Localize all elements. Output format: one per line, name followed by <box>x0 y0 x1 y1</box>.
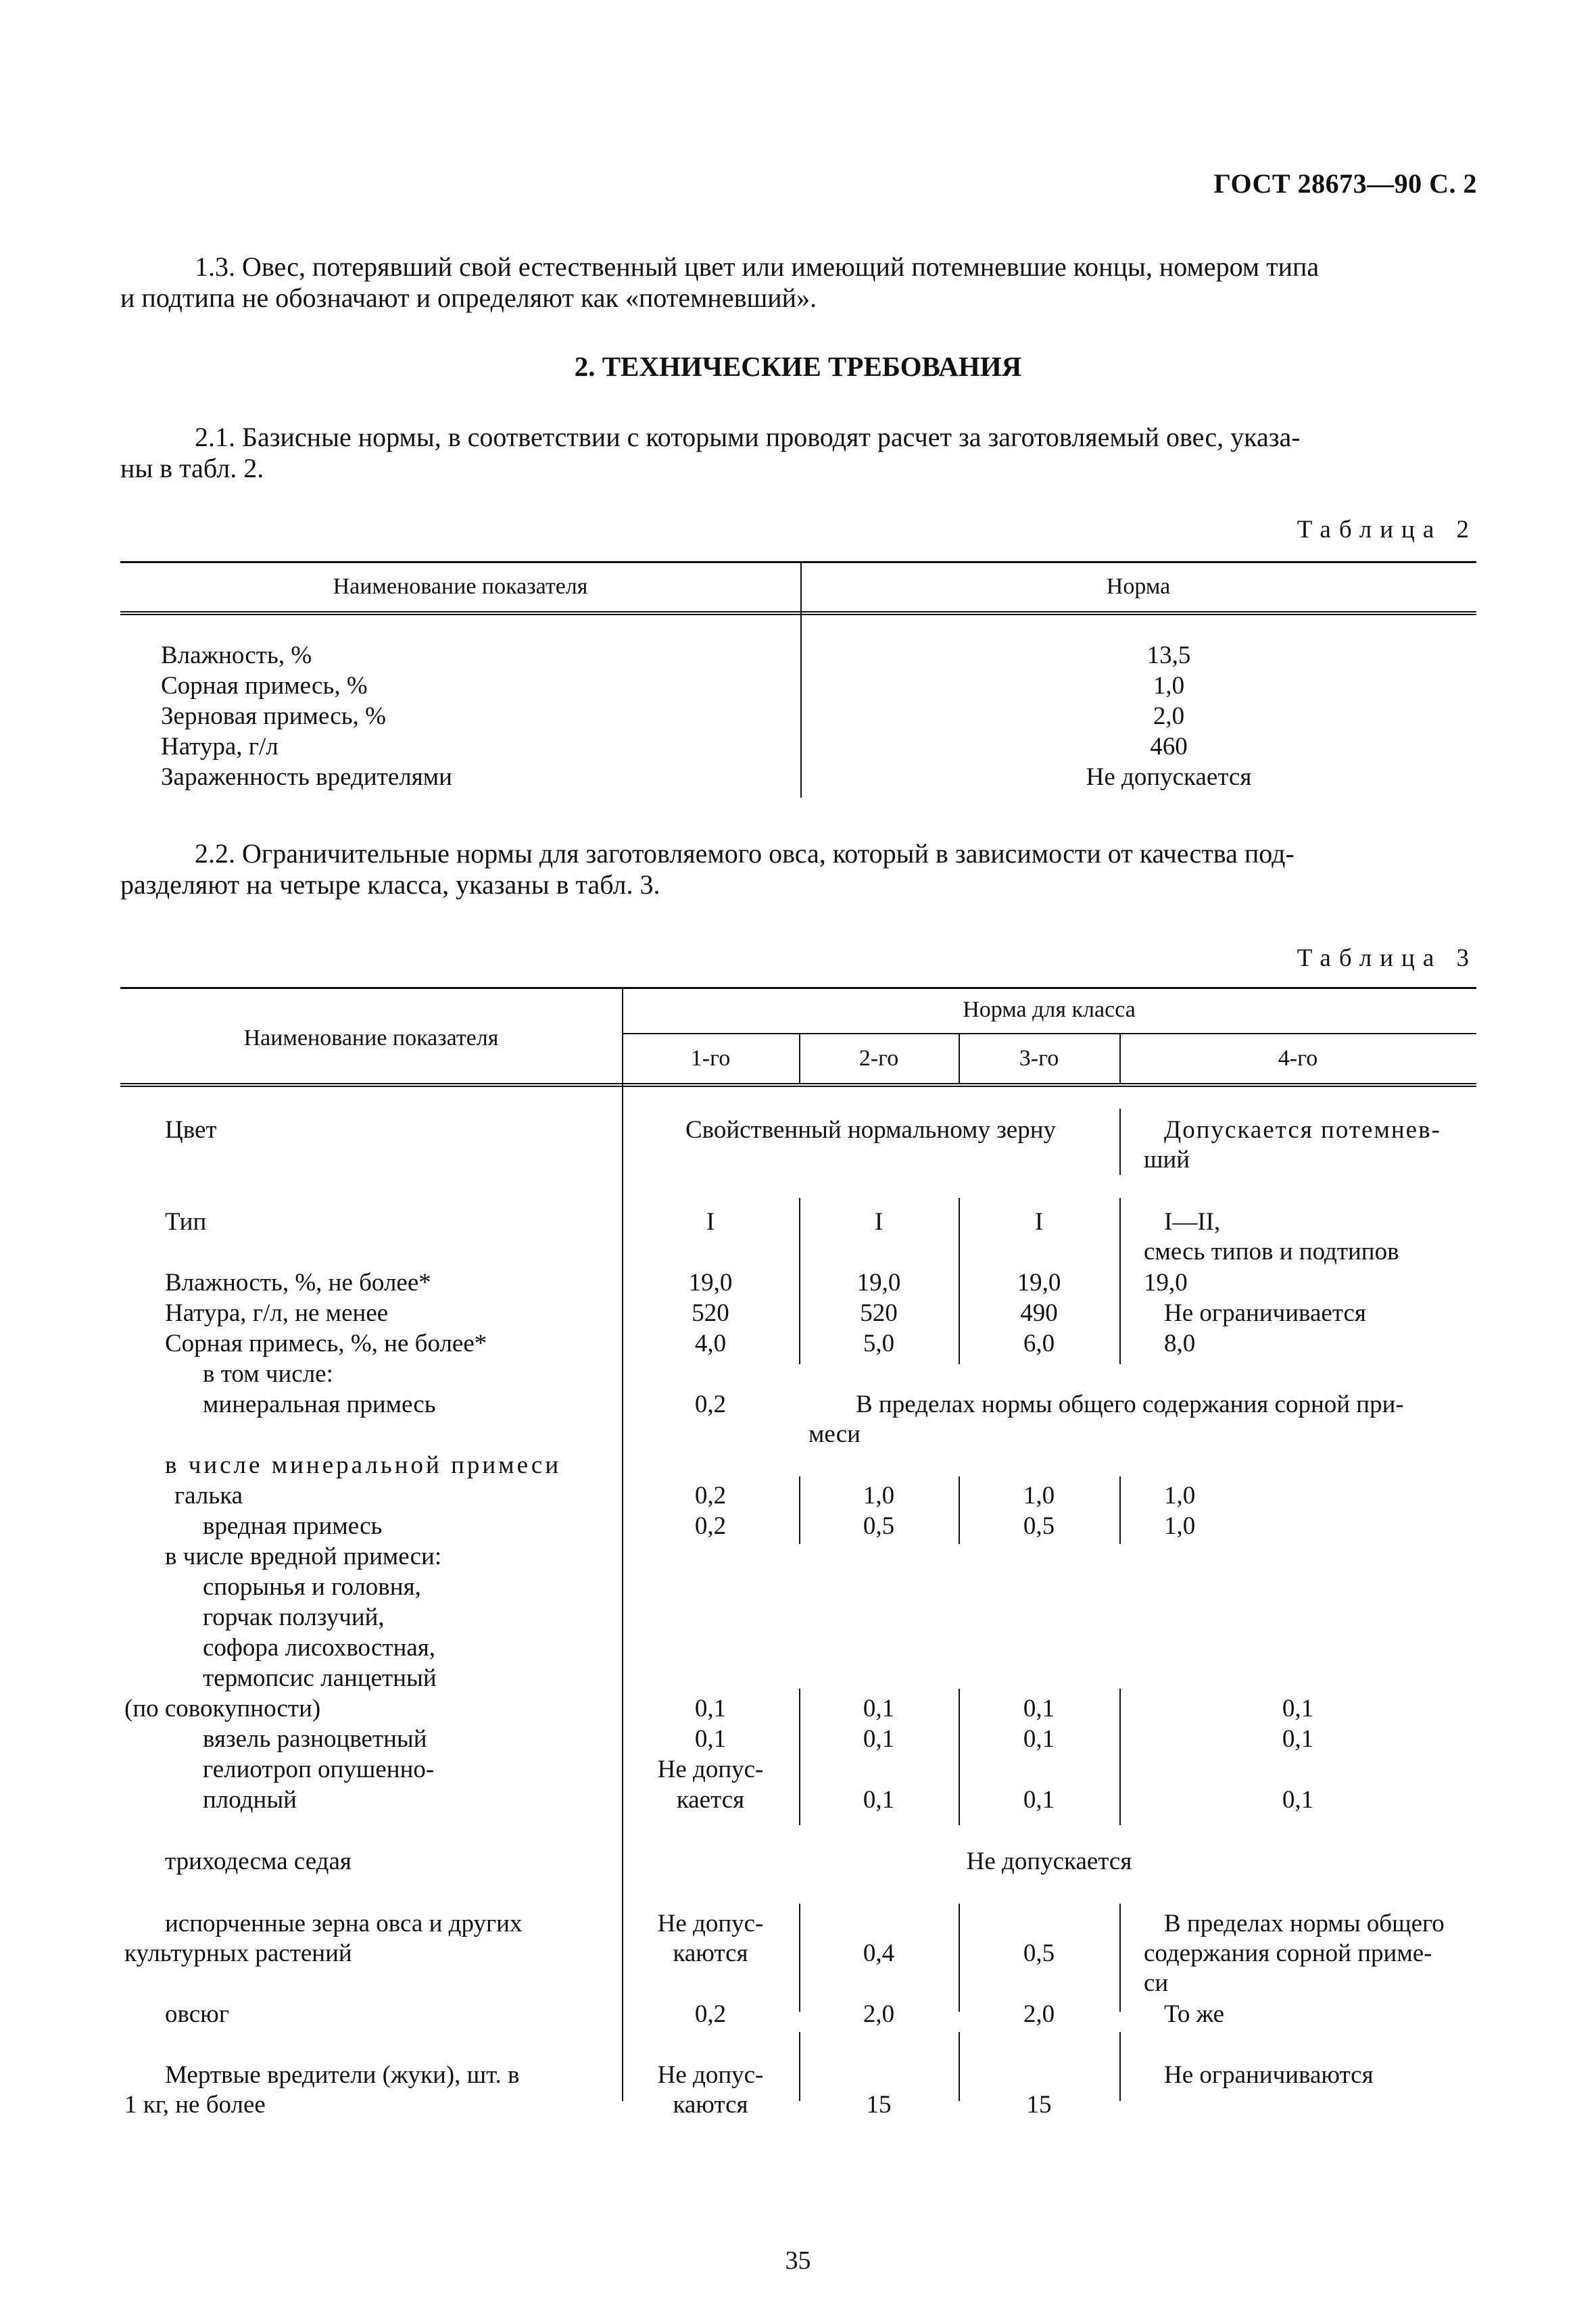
table3-header-rule <box>120 1083 1476 1087</box>
row-mertvye-label-a: Мертвые вредители (жуки), шт. в <box>165 2061 520 2089</box>
row-vrednaya-2: 0,5 <box>863 1512 895 1540</box>
row-ovsyug-2: 2,0 <box>863 2000 895 2028</box>
row-mineral-rest-a: В пределах нормы общего содержания сорной при- <box>856 1391 1404 1418</box>
table3-col-norm: Норма для класса <box>963 997 1136 1022</box>
row-isporch-4c: си <box>1144 1969 1169 1997</box>
row-natura-4: Не ограничивается <box>1164 1299 1366 1327</box>
row-v-chisle-vrednoy: в числе вредной примеси: <box>165 1543 442 1570</box>
row-v-chisle-mineral: в числе минеральной примеси <box>165 1451 562 1479</box>
table3-class-2: 2-го <box>859 1046 899 1071</box>
row-sorn-3: 6,0 <box>1023 1330 1055 1357</box>
row-galka-label: галька <box>174 1482 243 1510</box>
row-vrednaya-1: 0,2 <box>694 1512 727 1540</box>
row-vyazel-1: 0,1 <box>694 1725 727 1753</box>
table2-row-value: 2,0 <box>1153 702 1185 730</box>
table3-header-divider <box>1119 1034 1121 1083</box>
table3-top-rule <box>120 987 1476 989</box>
row-galka-4: 1,0 <box>1164 1482 1196 1510</box>
row-mertvye-1b: каются <box>673 2091 748 2119</box>
row-sovokupnost-1: 0,1 <box>694 1695 727 1722</box>
table2-row-name: Влажность, % <box>161 642 312 669</box>
row-ovsyug-4: То же <box>1164 2000 1225 2028</box>
table3-class-4: 4-го <box>1278 1046 1318 1071</box>
row-ovsyug-label: овсюг <box>165 2000 229 2028</box>
row-isporch-1a: Не допус- <box>657 1910 764 1937</box>
table2-top-rule <box>120 561 1476 563</box>
row-cvet-123: Свойственный нормальному зерну <box>685 1116 1057 1144</box>
row-tip-1: I <box>706 1208 715 1236</box>
table3-subheader-rule <box>622 1033 1476 1034</box>
row-termopsis: термопсис ланцетный <box>203 1664 437 1692</box>
row-mineral-1: 0,2 <box>694 1391 727 1418</box>
row-vrednaya-label: вредная примесь <box>203 1512 383 1540</box>
row-sorn-2: 5,0 <box>863 1330 895 1357</box>
row-isporch-label-a: испорченные зерна овса и других <box>165 1910 523 1937</box>
row-natura-2: 520 <box>860 1299 898 1327</box>
table2-col-name: Наименование показателя <box>333 574 588 599</box>
table3-header-divider <box>959 1034 960 1083</box>
table2-row-name: Натура, г/л <box>161 733 279 761</box>
table3-body-divider <box>1119 1109 1121 1175</box>
row-sovokupnost-3: 0,1 <box>1023 1695 1055 1722</box>
table3-class-1: 1-го <box>690 1046 731 1071</box>
row-vlazh-2: 19,0 <box>856 1269 901 1297</box>
table2-row-name: Зерновая примесь, % <box>161 702 386 730</box>
paragraph-1-3 <box>120 251 1476 314</box>
row-vrednaya-4: 1,0 <box>1164 1512 1196 1540</box>
row-sovokupnost-label: (по совокупности) <box>124 1695 321 1722</box>
row-mertvye-2: 15 <box>866 2091 892 2119</box>
row-cvet-label: Цвет <box>165 1116 217 1144</box>
row-v-tom-chisle: в том числе: <box>203 1360 333 1388</box>
table2-header-rule <box>120 611 1476 615</box>
row-vlazh-4: 19,0 <box>1144 1269 1188 1297</box>
paragraph-2-1 <box>120 422 1476 484</box>
page-header: ГОСТ 28673—90 С. 2 <box>1213 168 1477 199</box>
row-galka-3: 1,0 <box>1023 1482 1055 1510</box>
table2-row-value: 1,0 <box>1153 672 1185 700</box>
row-geliotrop-1b: кается <box>676 1786 745 1814</box>
row-isporch-4b: содержания сорной приме- <box>1144 1939 1432 1967</box>
row-natura-label: Натура, г/л, не менее <box>165 1299 389 1327</box>
p22-line2: разделяют на четыре класса, указаны в табл. 3. <box>120 869 660 900</box>
row-isporch-2: 0,4 <box>863 1939 895 1967</box>
row-sovokupnost-2: 0,1 <box>863 1695 895 1722</box>
table3-body-divider <box>1119 1904 1121 2012</box>
row-cvet-4a: Допускается потемнев- <box>1164 1116 1441 1144</box>
row-cvet-4b: ший <box>1144 1146 1190 1174</box>
table3-body-divider <box>1119 1198 1121 1364</box>
row-geliotrop-label-a: гелиотроп опушенно- <box>203 1756 435 1783</box>
table3-col-name: Наименование показателя <box>243 1026 499 1051</box>
row-tip-4a: I—II, <box>1164 1208 1221 1236</box>
table3-caption: Таблица 3 <box>1297 944 1477 972</box>
table2-caption: Таблица 2 <box>1297 516 1477 544</box>
table2-row-value: 460 <box>1150 733 1188 761</box>
page-number: 35 <box>785 2246 811 2275</box>
row-mineral-rest-b: меси <box>808 1420 861 1448</box>
table2-row-name: Сорная примесь, % <box>161 672 368 700</box>
p13-line2: и подтипа не обозначают и определяют как «потемневший». <box>120 283 817 313</box>
table2-row-value: Не допускается <box>1086 763 1252 791</box>
row-sofora: софора лисохвостная, <box>203 1634 436 1662</box>
table2-col-norm: Норма <box>1106 574 1171 599</box>
row-vyazel-label: вязель разноцветный <box>203 1725 427 1753</box>
p22-line1: 2.2. Ограничительные нормы для заготовляемого овса, который в зависимости от качества под- <box>195 838 1295 869</box>
row-vrednaya-3: 0,5 <box>1023 1512 1055 1540</box>
row-sorn-label: Сорная примесь, %, не более* <box>165 1330 487 1357</box>
row-geliotrop-2: 0,1 <box>863 1786 895 1814</box>
row-ovsyug-3: 2,0 <box>1023 2000 1055 2028</box>
row-sorn-4: 8,0 <box>1164 1330 1196 1357</box>
row-tip-4b: смесь типов и подтипов <box>1144 1238 1399 1265</box>
row-isporch-1b: каются <box>673 1939 748 1967</box>
table3-class-3: 3-го <box>1019 1046 1059 1071</box>
row-sovokupnost-4: 0,1 <box>1282 1695 1314 1722</box>
section-title: 2. ТЕХНИЧЕСКИЕ ТРЕБОВАНИЯ <box>574 351 1022 382</box>
row-sporynya: спорынья и головня, <box>203 1573 421 1601</box>
row-tip-2: I <box>874 1208 884 1236</box>
row-tip-3: I <box>1034 1208 1044 1236</box>
row-geliotrop-1a: Не допус- <box>657 1756 764 1783</box>
table3-body-divider <box>1119 2032 1121 2101</box>
row-geliotrop-3: 0,1 <box>1023 1786 1055 1814</box>
row-galka-2: 1,0 <box>863 1482 895 1510</box>
row-mertvye-3: 15 <box>1026 2091 1052 2119</box>
row-mertvye-label-b: 1 кг, не более <box>124 2091 266 2119</box>
row-trihodesma-label: триходесма седая <box>165 1848 352 1875</box>
row-tip-label: Тип <box>165 1208 207 1236</box>
row-vyazel-3: 0,1 <box>1023 1725 1055 1753</box>
row-galka-1: 0,2 <box>694 1482 727 1510</box>
p21-line2: ны в табл. 2. <box>120 453 264 483</box>
row-mertvye-4: Не ограничиваются <box>1164 2061 1374 2089</box>
row-sorn-1: 4,0 <box>694 1330 727 1357</box>
row-isporch-4a: В пределах нормы общего <box>1164 1910 1445 1937</box>
row-vlazh-1: 19,0 <box>688 1269 733 1297</box>
table3-header-divider <box>799 1034 800 1083</box>
row-ovsyug-1: 0,2 <box>694 2000 727 2028</box>
table2-row-value: 13,5 <box>1146 642 1191 669</box>
row-isporch-3: 0,5 <box>1023 1939 1055 1967</box>
row-vyazel-2: 0,1 <box>863 1725 895 1753</box>
row-natura-3: 490 <box>1020 1299 1058 1327</box>
row-vyazel-4: 0,1 <box>1282 1725 1314 1753</box>
row-mineral-label: минеральная примесь <box>203 1391 436 1418</box>
row-trihodesma-value: Не допускается <box>966 1848 1132 1875</box>
paragraph-2-2 <box>120 838 1476 900</box>
row-natura-1: 520 <box>692 1299 729 1327</box>
p13-line1: 1.3. Овес, потерявший свой естественный цвет или имеющий потемневшие концы, номером типа <box>195 251 1320 282</box>
table3-body-divider <box>1119 1476 1121 1544</box>
row-gorchak: горчак ползучий, <box>203 1603 385 1631</box>
row-vlazh-3: 19,0 <box>1017 1269 1061 1297</box>
row-vlazh-label: Влажность, %, не более* <box>165 1269 431 1297</box>
row-isporch-label-b: культурных растений <box>124 1939 352 1967</box>
p21-line1: 2.1. Базисные нормы, в соответствии с которыми проводят расчет за заготовляемый овес, указа- <box>195 422 1301 452</box>
row-mertvye-1a: Не допус- <box>657 2061 764 2089</box>
table2-divider <box>800 562 802 798</box>
table2-row-name: Зараженность вредителями <box>161 763 452 791</box>
row-geliotrop-label-b: плодный <box>203 1786 297 1814</box>
row-geliotrop-4: 0,1 <box>1282 1786 1314 1814</box>
